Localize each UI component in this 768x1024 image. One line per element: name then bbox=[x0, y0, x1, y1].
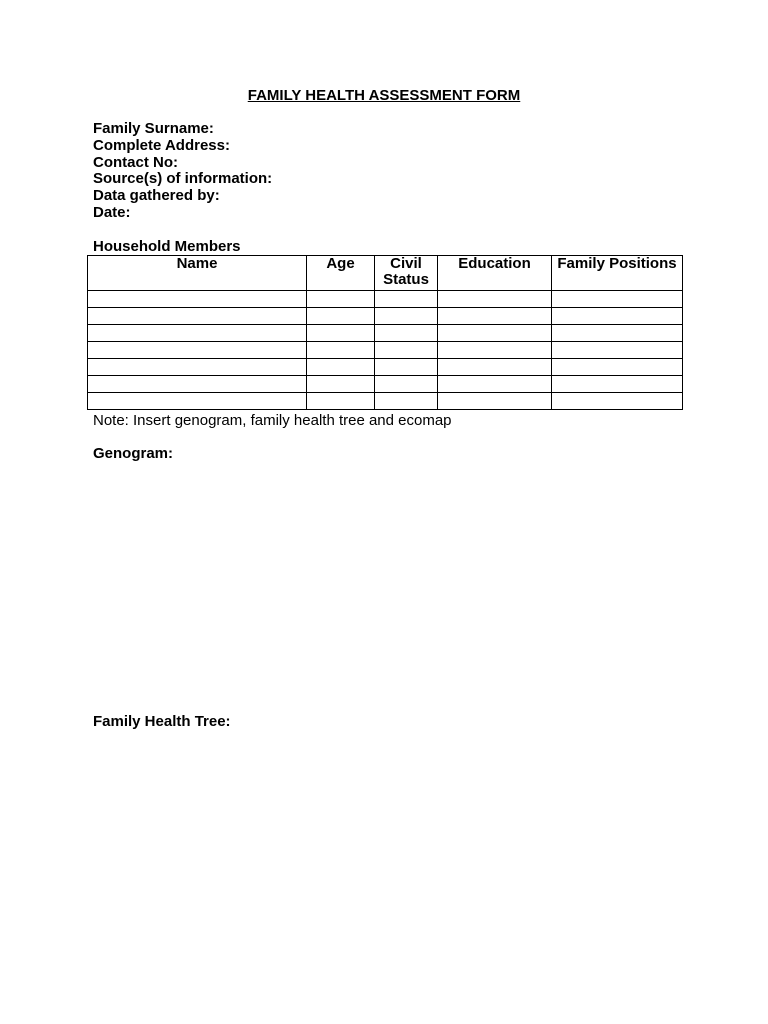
table-header-row bbox=[88, 256, 683, 291]
table-cell[interactable] bbox=[552, 308, 683, 325]
table-cell[interactable] bbox=[88, 325, 307, 342]
table-cell[interactable] bbox=[438, 325, 552, 342]
table-row bbox=[88, 359, 683, 376]
table-cell[interactable] bbox=[438, 359, 552, 376]
table-cell[interactable] bbox=[552, 376, 683, 393]
table-cell[interactable] bbox=[307, 359, 375, 376]
table-cell[interactable] bbox=[88, 376, 307, 393]
table-cell[interactable] bbox=[375, 342, 438, 359]
table-cell[interactable] bbox=[552, 393, 683, 410]
table-cell[interactable] bbox=[88, 393, 307, 410]
contact-no-label: Contact No: bbox=[93, 153, 178, 171]
table-cell[interactable] bbox=[438, 308, 552, 325]
table-cell[interactable] bbox=[552, 291, 683, 308]
complete-address-label: Complete Address: bbox=[93, 136, 230, 154]
genogram-heading: Genogram: bbox=[93, 445, 174, 462]
table-cell[interactable] bbox=[88, 342, 307, 359]
household-members-label: Household Members bbox=[93, 238, 241, 255]
data-gathered-by-label: Data gathered by: bbox=[93, 187, 220, 205]
table-cell[interactable] bbox=[307, 376, 375, 393]
family-surname-label: Family Surname: bbox=[93, 120, 214, 137]
table-cell[interactable] bbox=[88, 308, 307, 325]
table-row bbox=[88, 393, 683, 410]
header-education: Education bbox=[438, 256, 552, 291]
family-health-tree-heading: Family Health Tree: bbox=[93, 713, 231, 730]
table-cell[interactable] bbox=[88, 291, 307, 308]
table-cell[interactable] bbox=[552, 342, 683, 359]
table-cell[interactable] bbox=[307, 291, 375, 308]
table-cell[interactable] bbox=[552, 325, 683, 342]
table-cell[interactable] bbox=[375, 308, 438, 325]
table-cell[interactable] bbox=[307, 342, 375, 359]
header-civil-status: Civil Status bbox=[375, 256, 438, 291]
table-cell[interactable] bbox=[88, 359, 307, 376]
header-name: Name bbox=[88, 256, 307, 291]
table-cell[interactable] bbox=[438, 376, 552, 393]
table-cell[interactable] bbox=[552, 359, 683, 376]
table-cell[interactable] bbox=[375, 325, 438, 342]
info-fields bbox=[93, 121, 272, 222]
header-family-positions: Family Positions bbox=[552, 256, 683, 291]
header-age: Age bbox=[307, 256, 375, 291]
table-cell[interactable] bbox=[307, 308, 375, 325]
table-row bbox=[88, 376, 683, 393]
table-row bbox=[88, 308, 683, 325]
table-row bbox=[88, 342, 683, 359]
table-cell[interactable] bbox=[438, 393, 552, 410]
table-cell[interactable] bbox=[307, 325, 375, 342]
table-cell[interactable] bbox=[375, 359, 438, 376]
table-cell[interactable] bbox=[375, 376, 438, 393]
form-title: FAMILY HEALTH ASSESSMENT FORM bbox=[247, 87, 521, 104]
date-label: Date: bbox=[93, 203, 131, 221]
table-cell[interactable] bbox=[438, 291, 552, 308]
table-row bbox=[88, 325, 683, 342]
sources-of-information-label: Source(s) of information: bbox=[93, 170, 273, 188]
note-text: Note: Insert genogram, family health tree and ecomap bbox=[93, 412, 452, 429]
table-cell[interactable] bbox=[375, 291, 438, 308]
table-cell[interactable] bbox=[375, 393, 438, 410]
household-members-table bbox=[87, 255, 683, 410]
table-cell[interactable] bbox=[438, 342, 552, 359]
table-row bbox=[88, 291, 683, 308]
table-cell[interactable] bbox=[307, 393, 375, 410]
